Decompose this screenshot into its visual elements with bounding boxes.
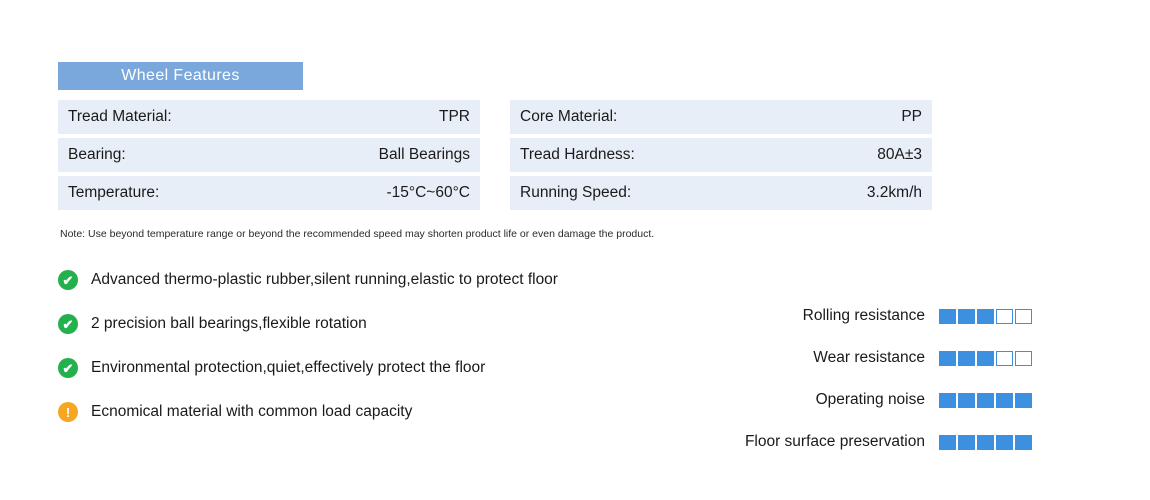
check-icon: ✔ xyxy=(58,314,78,334)
rating-box xyxy=(1015,309,1032,324)
rating-box xyxy=(1015,393,1032,408)
spec-label: Tread Material: xyxy=(68,108,172,125)
rating-boxes xyxy=(939,309,1032,324)
spec-label: Bearing: xyxy=(68,146,126,163)
list-item xyxy=(58,262,758,298)
spec-label: Temperature: xyxy=(68,184,160,201)
rating-box xyxy=(996,435,1013,450)
check-icon: ✔ xyxy=(58,270,78,290)
rating-box xyxy=(958,393,975,408)
rating-box xyxy=(958,351,975,366)
rating-box xyxy=(996,309,1013,324)
rating-list xyxy=(612,302,1032,470)
rating-row-rolling-resistance xyxy=(612,302,1032,330)
rating-row-wear-resistance xyxy=(612,344,1032,372)
specifications-table xyxy=(58,100,932,214)
rating-box xyxy=(977,309,994,324)
rating-box xyxy=(958,309,975,324)
rating-boxes xyxy=(939,351,1032,366)
section-header-wheel-features: Wheel Features xyxy=(58,62,303,90)
table-row xyxy=(58,100,932,134)
check-icon: ✔ xyxy=(58,358,78,378)
spec-value: PP xyxy=(901,108,922,125)
spec-cell-temperature xyxy=(58,176,480,210)
feature-text: Advanced thermo-plastic rubber,silent running,elastic to protect floor xyxy=(91,271,558,288)
spec-value: Ball Bearings xyxy=(378,146,470,163)
rating-box xyxy=(1015,351,1032,366)
rating-row-operating-noise xyxy=(612,386,1032,414)
rating-box xyxy=(939,435,956,450)
spec-label: Running Speed: xyxy=(520,184,632,201)
rating-label: Floor surface preservation xyxy=(744,433,925,450)
feature-text: Environmental protection,quiet,effectively protect the floor xyxy=(91,359,486,376)
note-text: Note: Use beyond temperature range or beyond the recommended speed may shorten product life or even damage the product. xyxy=(60,228,655,240)
rating-box xyxy=(939,393,956,408)
feature-text: Ecnomical material with common load capacity xyxy=(91,403,413,420)
table-row xyxy=(58,176,932,210)
rating-box xyxy=(1015,435,1032,450)
rating-box xyxy=(977,393,994,408)
rating-row-floor-surface-preservation xyxy=(612,428,1032,456)
warning-icon: ! xyxy=(58,402,78,422)
spec-value: 3.2km/h xyxy=(866,184,922,201)
rating-box xyxy=(958,435,975,450)
spec-cell-bearing xyxy=(58,138,480,172)
spec-cell-tread-hardness xyxy=(510,138,932,172)
spec-label: Tread Hardness: xyxy=(520,146,635,163)
rating-box xyxy=(996,393,1013,408)
spec-label: Core Material: xyxy=(520,108,618,125)
rating-label: Operating noise xyxy=(815,391,925,408)
spec-value: 80A±3 xyxy=(877,146,922,163)
rating-box xyxy=(977,435,994,450)
rating-boxes xyxy=(939,393,1032,408)
rating-box xyxy=(939,351,956,366)
table-row xyxy=(58,138,932,172)
rating-box xyxy=(996,351,1013,366)
rating-box xyxy=(977,351,994,366)
feature-text: 2 precision ball bearings,flexible rotation xyxy=(91,315,367,332)
spec-value: TPR xyxy=(439,108,470,125)
spec-cell-tread-material xyxy=(58,100,480,134)
rating-box xyxy=(939,309,956,324)
spec-cell-running-speed xyxy=(510,176,932,210)
rating-label: Rolling resistance xyxy=(802,307,925,324)
rating-boxes xyxy=(939,435,1032,450)
spec-value: -15°C~60°C xyxy=(386,184,470,201)
spec-cell-core-material xyxy=(510,100,932,134)
rating-label: Wear resistance xyxy=(813,349,925,366)
